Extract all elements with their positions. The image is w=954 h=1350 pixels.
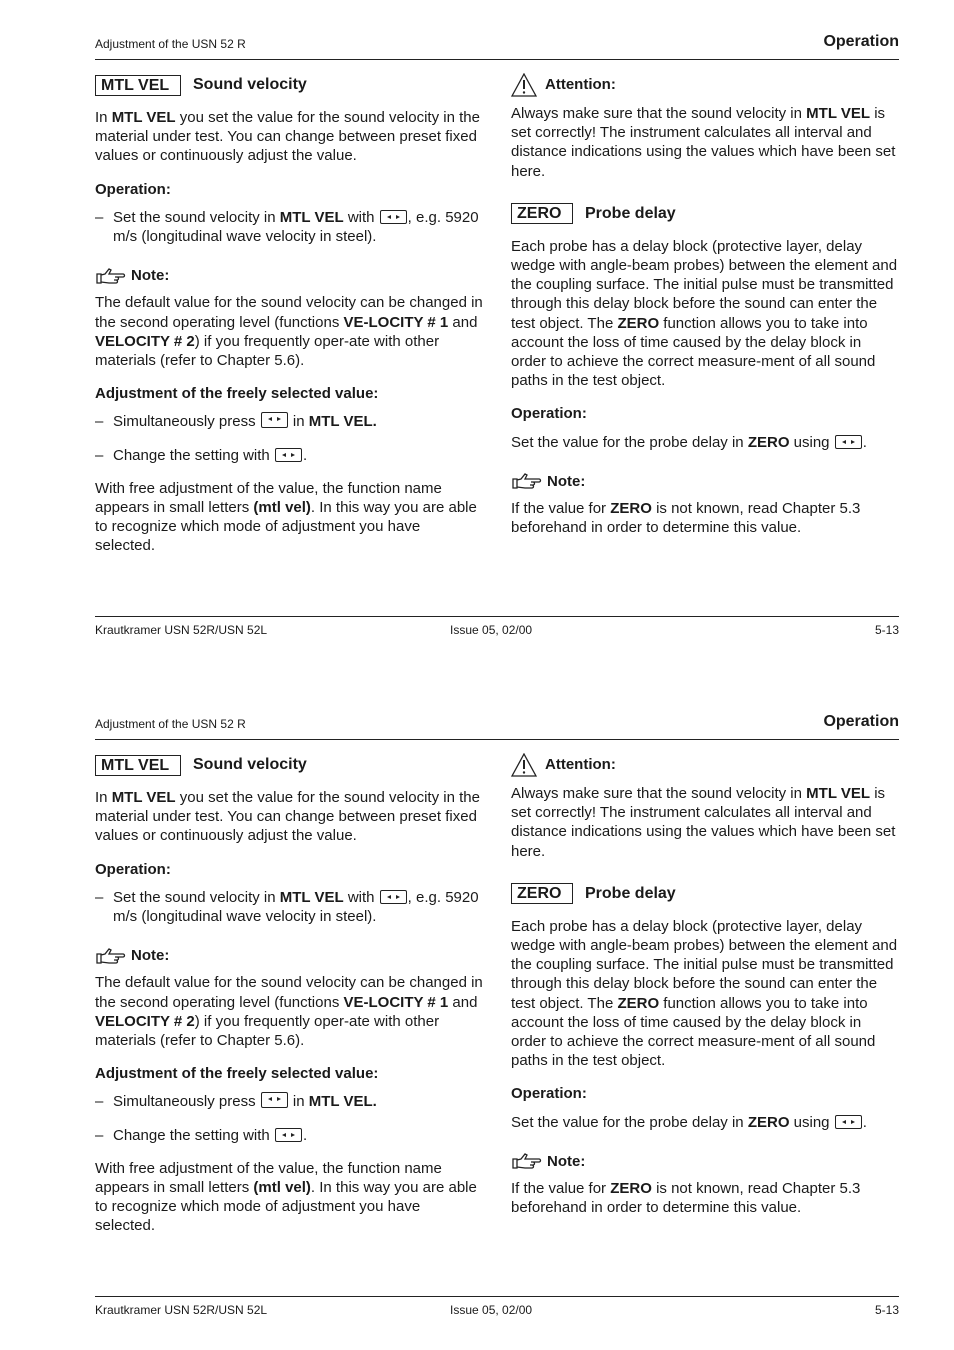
zero-operation-text: Set the value for the probe delay in ZERO using . (511, 1113, 867, 1131)
warning-triangle-icon (511, 753, 537, 777)
mtl-vel-heading (95, 754, 483, 776)
arrow-key-icon (380, 890, 407, 904)
pointing-hand-icon (511, 1152, 543, 1170)
zero-title: Probe delay (585, 205, 676, 223)
arrow-key-icon (261, 412, 288, 428)
header-section: Operation (823, 713, 899, 730)
zero-heading (511, 883, 899, 905)
arrow-key-icon (275, 448, 302, 462)
mtl-vel-intro: In MTL VEL you set the value for the sound velocity in the material under test. You can change between preset fixed values or continuously adjust the value. (95, 109, 480, 165)
attention-text: Always make sure that the sound velocity in MTL VEL is set correctly! The instrument calculates all interval and distance indications using the values which have been set here. (511, 105, 896, 180)
zero-text: Each probe has a delay block (protective layer, delay wedge with angle-beam probes) between the element and the coupling surface. The initial pulse must be transmitted through this delay block before the sound can enter the test object. The ZERO function allows you to take into account the loss of time caused by the delay block in order to achieve the correct measure-ment of all sound paths in the test object. (511, 237, 898, 390)
arrow-key-icon (380, 210, 407, 224)
zero-operation-text: Set the value for the probe delay in ZERO using . (511, 433, 867, 451)
attention-heading: Attention: (511, 74, 899, 96)
operation-heading: Operation: (511, 1085, 587, 1103)
operation-heading: Operation: (95, 180, 171, 198)
footer-page-number: 5-13 (874, 623, 899, 637)
arrow-key-icon (275, 1128, 302, 1142)
list-item: – Change the setting with . (95, 446, 308, 464)
pointing-hand-icon (95, 947, 127, 965)
list-item: – Set the sound velocity in MTL VEL with , e.g. 5920 m/s (longitudinal wave velocity in steel). (95, 208, 479, 246)
arrow-key-icon (261, 1092, 288, 1108)
header-chapter: Adjustment of the USN 52 R (95, 37, 246, 51)
header-section: Operation (823, 33, 899, 50)
list-item: – Change the setting with . (95, 1126, 308, 1144)
mtl-vel-intro: In MTL VEL you set the value for the sound velocity in the material under test. You can change between preset fixed values or continuously adjust the value. (95, 789, 480, 845)
footer-page-number: 5-13 (874, 1303, 899, 1317)
arrow-key-icon (835, 435, 862, 449)
footer-divider (95, 616, 899, 617)
warning-triangle-icon (511, 73, 537, 97)
zero-text: Each probe has a delay block (protective layer, delay wedge with angle-beam probes) between the element and the coupling surface. The initial pulse must be transmitted through this delay block before the sound can enter the test object. The ZERO function allows you to take into account the loss of time caused by the delay block in order to achieve the correct measure-ment of all sound paths in the test object. (511, 917, 898, 1070)
right-column (511, 754, 899, 1231)
arrow-key-icon (835, 1115, 862, 1129)
list-item: – Simultaneously press in MTL VEL. (95, 413, 377, 431)
header-divider (95, 59, 899, 60)
left-column (95, 74, 483, 570)
footer-product: Krautkramer USN 52R/USN 52L (95, 623, 268, 637)
left-column (95, 754, 483, 1250)
list-item: – Set the sound velocity in MTL VEL with , e.g. 5920 m/s (longitudinal wave velocity in steel). (95, 888, 479, 926)
footer-issue: Issue 05, 02/00 (450, 1303, 533, 1317)
note-heading: Note: (95, 946, 483, 965)
zero-heading (511, 203, 899, 225)
note-text: If the value for ZERO is not known, read Chapter 5.3 beforehand in order to determine this value. (511, 1180, 861, 1217)
zero-label: ZERO (511, 203, 573, 224)
mtl-vel-title: Sound velocity (193, 76, 307, 94)
closing-text: With free adjustment of the value, the function name appears in small letters (mtl vel). In this way you are able to recognize which mode of adjustment you have selected. (95, 479, 477, 555)
pointing-hand-icon (511, 472, 543, 490)
manual-page (0, 680, 954, 1350)
footer-issue: Issue 05, 02/00 (450, 623, 533, 637)
note-heading: Note: (511, 1152, 899, 1171)
note-heading: Note: (95, 266, 483, 285)
footer-divider (95, 1296, 899, 1297)
note-heading: Note: (511, 472, 899, 491)
pointing-hand-icon (95, 267, 127, 285)
operation-heading: Operation: (511, 405, 587, 423)
note-text: If the value for ZERO is not known, read Chapter 5.3 beforehand in order to determine this value. (511, 500, 861, 537)
adjustment-heading: Adjustment of the freely selected value: (95, 1065, 379, 1083)
footer-product: Krautkramer USN 52R/USN 52L (95, 1303, 268, 1317)
right-column (511, 74, 899, 551)
zero-title: Probe delay (585, 885, 676, 903)
note-text: The default value for the sound velocity can be changed in the second operating level (functions VE-LOCITY # 1 and VELOCITY # 2) if you frequently oper-ate with other materials (refer to Chapter 5.6). (95, 294, 483, 370)
list-item: – Simultaneously press in MTL VEL. (95, 1093, 377, 1111)
mtl-vel-label: MTL VEL (95, 75, 181, 96)
adjustment-heading: Adjustment of the freely selected value: (95, 385, 379, 403)
note-text: The default value for the sound velocity can be changed in the second operating level (functions VE-LOCITY # 1 and VELOCITY # 2) if you frequently oper-ate with other materials (refer to Chapter 5.6). (95, 974, 483, 1050)
mtl-vel-label: MTL VEL (95, 755, 181, 776)
mtl-vel-title: Sound velocity (193, 756, 307, 774)
operation-heading: Operation: (95, 860, 171, 878)
closing-text: With free adjustment of the value, the function name appears in small letters (mtl vel). In this way you are able to recognize which mode of adjustment you have selected. (95, 1159, 477, 1235)
header-chapter: Adjustment of the USN 52 R (95, 717, 246, 731)
mtl-vel-heading (95, 74, 483, 96)
attention-heading: Attention: (511, 754, 899, 776)
header-divider (95, 739, 899, 740)
zero-label: ZERO (511, 883, 573, 904)
attention-text: Always make sure that the sound velocity in MTL VEL is set correctly! The instrument calculates all interval and distance indications using the values which have been set here. (511, 785, 896, 860)
